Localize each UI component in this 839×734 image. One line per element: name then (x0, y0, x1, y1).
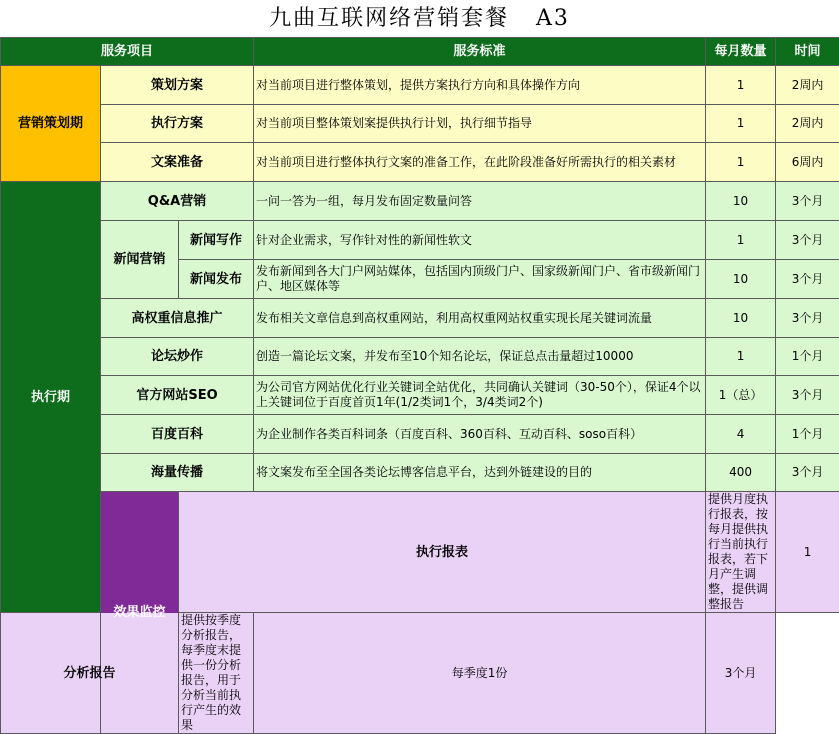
qty-cell: 400 (706, 454, 776, 492)
desc-cell: 为公司官方网站优化行业关键词全站优化，共同确认关键词（30-50个），保证4个以上关键词位于百度首页1年(1/2类词1个，3/4类词2个) (254, 376, 706, 415)
time-cell: 3个月 (776, 376, 839, 415)
time-cell: 3个月 (776, 260, 839, 299)
service-table (0, 37, 839, 734)
desc-cell: 对当前项目整体策划案提供执行计划，执行细节指导 (254, 105, 706, 143)
desc-cell: 对当前项目进行整体策划，提供方案执行方向和具体操作方向 (254, 66, 706, 105)
section-planning: 营销策划期 (1, 66, 101, 182)
item-cell: 新闻发布 (179, 260, 254, 299)
qty-cell: 4 (706, 415, 776, 454)
desc-cell: 对当前项目进行整体执行文案的准备工作，在此阶段准备好所需执行的相关素材 (254, 143, 706, 182)
qty-cell: 1 (706, 143, 776, 182)
qty-cell: 每季度1份 (254, 613, 706, 734)
time-cell: 2周内 (776, 105, 839, 143)
item-cell: 海量传播 (101, 454, 254, 492)
item-cell: 百度百科 (101, 415, 254, 454)
header-row (1, 38, 839, 66)
item-cell: 论坛炒作 (101, 338, 254, 376)
item-cell: Q&A营销 (101, 182, 254, 221)
table-row (1, 182, 839, 221)
item-cell: 执行方案 (101, 105, 254, 143)
table-row (1, 221, 839, 260)
table-row (1, 66, 839, 105)
table-row (1, 613, 839, 734)
item-cell: 执行报表 (179, 492, 706, 613)
desc-cell: 将文案发布至全国各类论坛博客信息平台，达到外链建设的目的 (254, 454, 706, 492)
page-title: 九曲互联网络营销套餐 A3 (0, 0, 839, 37)
item-cell: 官方网站SEO (101, 376, 254, 415)
time-cell: 3个月 (776, 221, 839, 260)
desc-cell: 为企业制作各类百科词条（百度百科、360百科、互动百科、soso百科） (254, 415, 706, 454)
qty-cell: 10 (706, 182, 776, 221)
desc-cell: 发布新闻到各大门户网站媒体，包括国内顶级门户、国家级新闻门户、省市级新闻门户、地区媒体等 (254, 260, 706, 299)
desc-cell: 提供月度执行报表，按每月提供执行当前执行报表，若下月产生调整，提供调整报告 (706, 492, 776, 613)
desc-cell: 一问一答为一组，每月发布固定数量问答 (254, 182, 706, 221)
qty-cell: 1 (706, 338, 776, 376)
qty-cell: 1 (776, 492, 839, 613)
desc-cell: 提供按季度分析报告，每季度末提供一份分析报告，用于分析当前执行产生的效果 (179, 613, 254, 734)
time-cell: 1个月 (776, 415, 839, 454)
time-cell: 2周内 (776, 66, 839, 105)
item-cell: 策划方案 (101, 66, 254, 105)
table-row (1, 143, 839, 182)
table-row (1, 299, 839, 338)
header-item: 服务项目 (1, 38, 254, 66)
table-row (1, 105, 839, 143)
table-row (1, 338, 839, 376)
time-cell: 3个月 (776, 454, 839, 492)
table-row (1, 454, 839, 492)
header-time: 时间 (776, 38, 839, 66)
table-row (1, 415, 839, 454)
section-execution: 执行期 (1, 182, 101, 613)
desc-cell: 创造一篇论坛文案，并发布至10个知名论坛，保证总点击量超过10000 (254, 338, 706, 376)
item-cell: 新闻写作 (179, 221, 254, 260)
time-cell: 3个月 (776, 182, 839, 221)
header-qty: 每月数量 (706, 38, 776, 66)
item-group-cell: 新闻营销 (101, 221, 179, 299)
time-cell: 1个月 (776, 338, 839, 376)
section-monitoring: 效果监控 (101, 492, 179, 734)
qty-cell: 1 (706, 66, 776, 105)
time-cell: 3个月 (706, 613, 776, 734)
qty-cell: 1（总） (706, 376, 776, 415)
qty-cell: 10 (706, 260, 776, 299)
header-standard: 服务标准 (254, 38, 706, 66)
qty-cell: 10 (706, 299, 776, 338)
time-cell: 6周内 (776, 143, 839, 182)
time-cell: 3个月 (776, 299, 839, 338)
qty-cell: 1 (706, 221, 776, 260)
item-cell: 分析报告 (1, 613, 179, 734)
desc-cell: 发布相关文章信息到高权重网站，利用高权重网站权重实现长尾关键词流量 (254, 299, 706, 338)
table-row (1, 376, 839, 415)
item-cell: 高权重信息推广 (101, 299, 254, 338)
item-cell: 文案准备 (101, 143, 254, 182)
desc-cell: 针对企业需求，写作针对性的新闻性软文 (254, 221, 706, 260)
qty-cell: 1 (706, 105, 776, 143)
table-row (1, 492, 839, 613)
